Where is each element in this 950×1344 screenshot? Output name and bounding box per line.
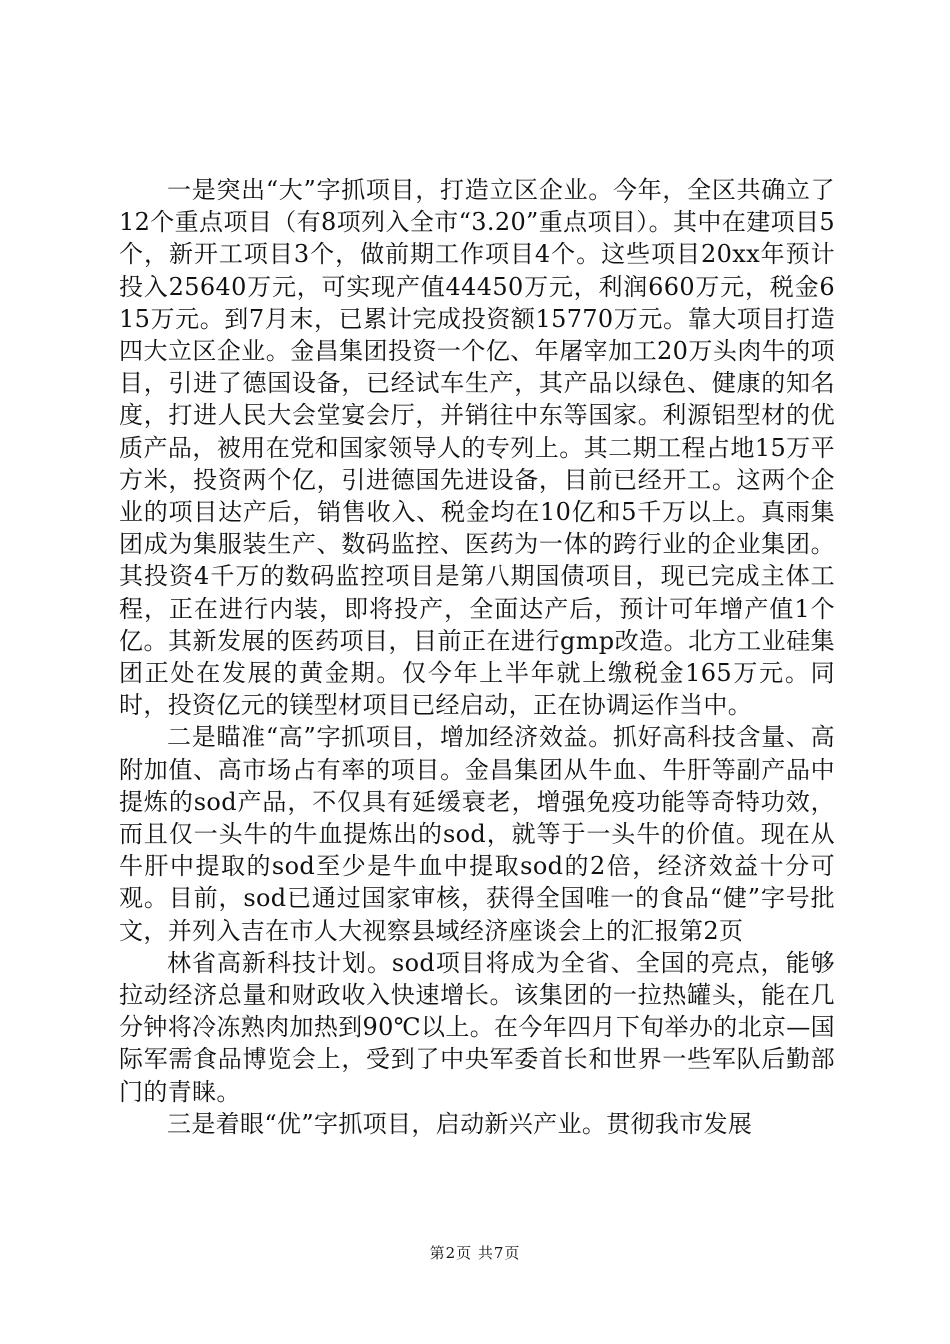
paragraph-3: 林省高新科技计划。sod项目将成为全省、全国的亮点，能够拉动经济总量和财政收入快速增长。该集团的一拉热罐头，能在几分钟将冷冻熟肉加热到90℃以上。在今年四月下旬举办的北京—国际军需食品博览会上，受到了中央军委首长和世界一些军队后勤部门的青睐。 <box>119 948 835 1106</box>
document-body <box>119 174 835 1140</box>
paragraph-2: 二是瞄准“高”字抓项目，增加经济效益。抓好高科技含量、高附加值、高市场占有率的项目。金昌集团从牛血、牛肝等副产品中提炼的sod产品，不仅具有延缓衰老，增强免疫功能等奇特功效，而且仅一头牛的牛血提炼出的sod，就等于一头牛的价值。现在从牛肝中提取的sod至少是牛血中提取sod的2倍，经济效益十分可观。目前，sod已通过国家审核，获得全国唯一的食品“健”字号批文，并列入吉在市人大视察县域经济座谈会上的汇报第2页 <box>119 723 835 945</box>
paragraph-1: 一是突出“大”字抓项目，打造立区企业。今年，全区共确立了12个重点项目（有8项列入全市“3.20”重点项目）。其中在建项目5个，新开工项目3个，做前期工作项目4个。这些项目20xx年预计投入25640万元，可实现产值44450万元，利润660万元，税金615万元。到7月末，已累计完成投资额15770万元。靠大项目打造四大立区企业。金昌集团投资一个亿、年屠宰加工20万头肉牛的项目，引进了德国设备，已经试车生产，其产品以绿色、健康的知名度，打进人民大会堂宴会厅，并销往中东等国家。利源铝型材的优质产品，被用在党和国家领导人的专列上。其二期工程占地15万平方米，投资两个亿，引进德国先进设备，目前已经开工。这两个企业的项目达产后，销售收入、税金均在10亿和5千万以上。真雨集团成为集服装生产、数码监控、医药为一体的跨行业的企业集团。其投资4千万的数码监控项目是第八期国债项目，现已完成主体工程，正在进行内装，即将投产，全面达产后，预计可年增产值1个亿。其新发展的医药项目，目前正在进行gmp改造。北方工业硅集团正处在发展的黄金期。仅今年上半年就上缴税金165万元。同时，投资亿元的镁型材项目已经启动，正在协调运作当中。 <box>119 176 835 720</box>
page-number-label: 第2页 共7页 <box>429 1244 521 1262</box>
page-footer <box>0 1243 950 1263</box>
paragraph-4: 三是着眼“优”字抓项目，启动新兴产业。贯彻我市发展 <box>167 1109 753 1138</box>
